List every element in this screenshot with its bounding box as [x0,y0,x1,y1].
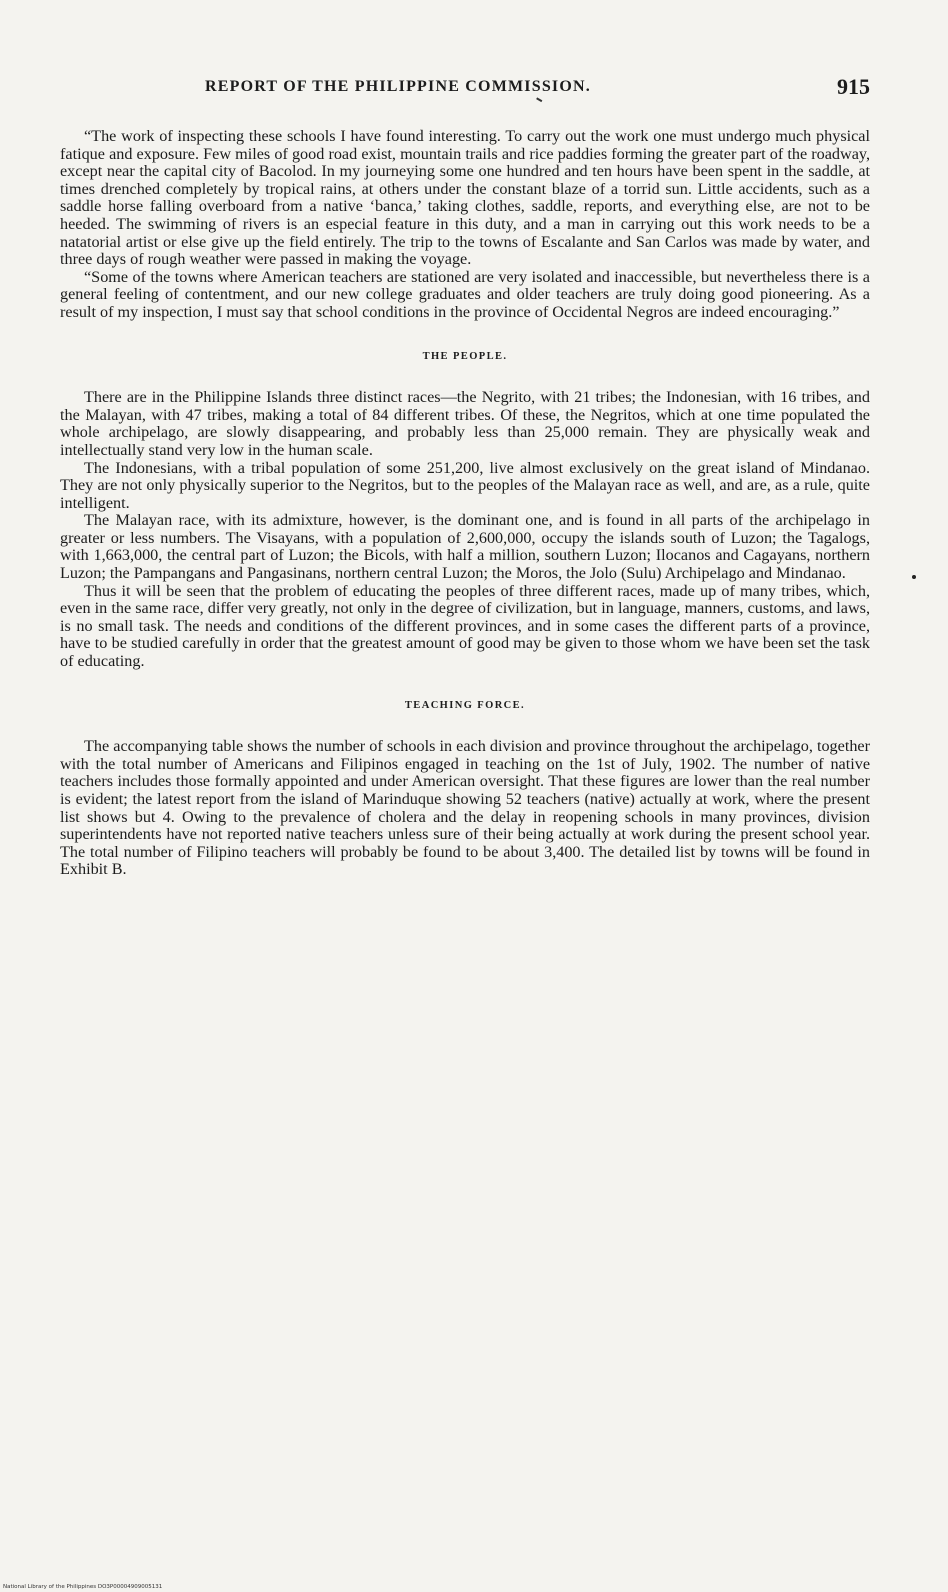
teaching-paragraph-1: The accompanying table shows the number of schools in each division and province throughout the archipelago, together with the total number of Americans and Filipinos engaged in teaching on the 1st of July, 1902. The number of native teachers includes those formally appointed and under American oversight. That these figures are lower than the real number is evident; the latest report from the island of Marinduque showing 52 teachers (native) actually at work, where the present list shows but 4. Owing to the prevalence of cholera and the delay in reopening schools in many provinces, division superintendents have not reported native teachers unless sure of their being actually at work during the present school year. The total number of Filipino teachers will probably be found to be about 3,400. The detailed list by towns will be found in Exhibit B. [60,737,870,879]
section-heading-people: THE PEOPLE. [422,350,508,362]
page-number: 915 [837,74,870,99]
body-text [60,128,870,879]
section-heading-teaching-force: TEACHING FORCE. [404,699,526,711]
running-title: REPORT OF THE PHILIPPINE COMMISSION. [205,78,591,95]
quoted-paragraph-1: “The work of inspecting these schools I have found interesting. To carry out the work one must undergo much physical fatique and exposure. Few miles of good road exist, mountain trails and rice paddies forming the greater part of the roadway, except near the capital city of Bacolod. In my journeying some one hundred and ten hours have been spent in the saddle, at times drenched completely by tropical rains, at others under the constant blaze of a torrid sun. Little accidents, such as a saddle horse falling overboard from a native ‘banca,’ taking clothes, saddle, reports, and everything else, are not to be heeded. The swimming of rivers is an especial feature in this duty, and a man in carrying out this work needs to be a natatorial artist or else give up the field entirely. The trip to the towns of Escalante and San Carlos was made by water, and three days of rough weather were passed in making the voyage. [60,127,870,269]
people-paragraph-2: The Indonesians, with a tribal population of some 251,200, live almost exclusively on the great island of Mindanao. They are not only physically superior to the Negritos, but to the peoples of the Malayan race as well, and are, as a rule, quite intelligent. [60,458,870,512]
page-header [60,74,870,104]
people-paragraph-3: The Malayan race, with its admixture, however, is the dominant one, and is found in all parts of the archipelago in greater or less numbers. The Visayans, with a population of 2,600,000, occupy the islands south of Luzon; the Tagalogs, with 1,663,000, the central part of Luzon; the Bicols, with half a million, southern Luzon; Ilocanos and Cagayans, northern Luzon; the Pampangans and Pangasinans, northern central Luzon; the Moros, the Jolo (Sulu) Archipelago and Mindanao. [60,511,870,583]
quoted-paragraph-2: “Some of the towns where American teachers are stationed are very isolated and inaccessible, but nevertheless there is a general feeling of contentment, and our new college graduates and older teachers are truly doing good pioneering. As a result of my inspection, I must say that school conditions in the province of Occidental Negros are indeed encouraging.” [60,267,870,321]
footer-credit: National Library of the Philippines DO3P00004909005131 [3,1584,163,1590]
people-paragraph-1: There are in the Philippine Islands three distinct races—the Negrito, with 21 tribes; the Indonesian, with 16 tribes, and the Malayan, with 47 tribes, making a total of 84 different tribes. Of these, the Negritos, which at one time populated the whole archipelago, are slowly disappearing, and probably less than 25,000 remain. They are physically weak and intellectually stand very low in the human scale. [60,388,870,459]
people-paragraph-4: Thus it will be seen that the problem of educating the peoples of three different races, made up of many tribes, which, even in the same race, differ very greatly, not only in the degree of civilization, but in language, manners, customs, and laws, is no small task. The needs and conditions of the different provinces, and in some cases the different parts of a province, have to be studied carefully in order that the greatest amount of good may be given to those whom we have been set the task of educating. [60,581,870,671]
stray-dot [912,575,916,579]
